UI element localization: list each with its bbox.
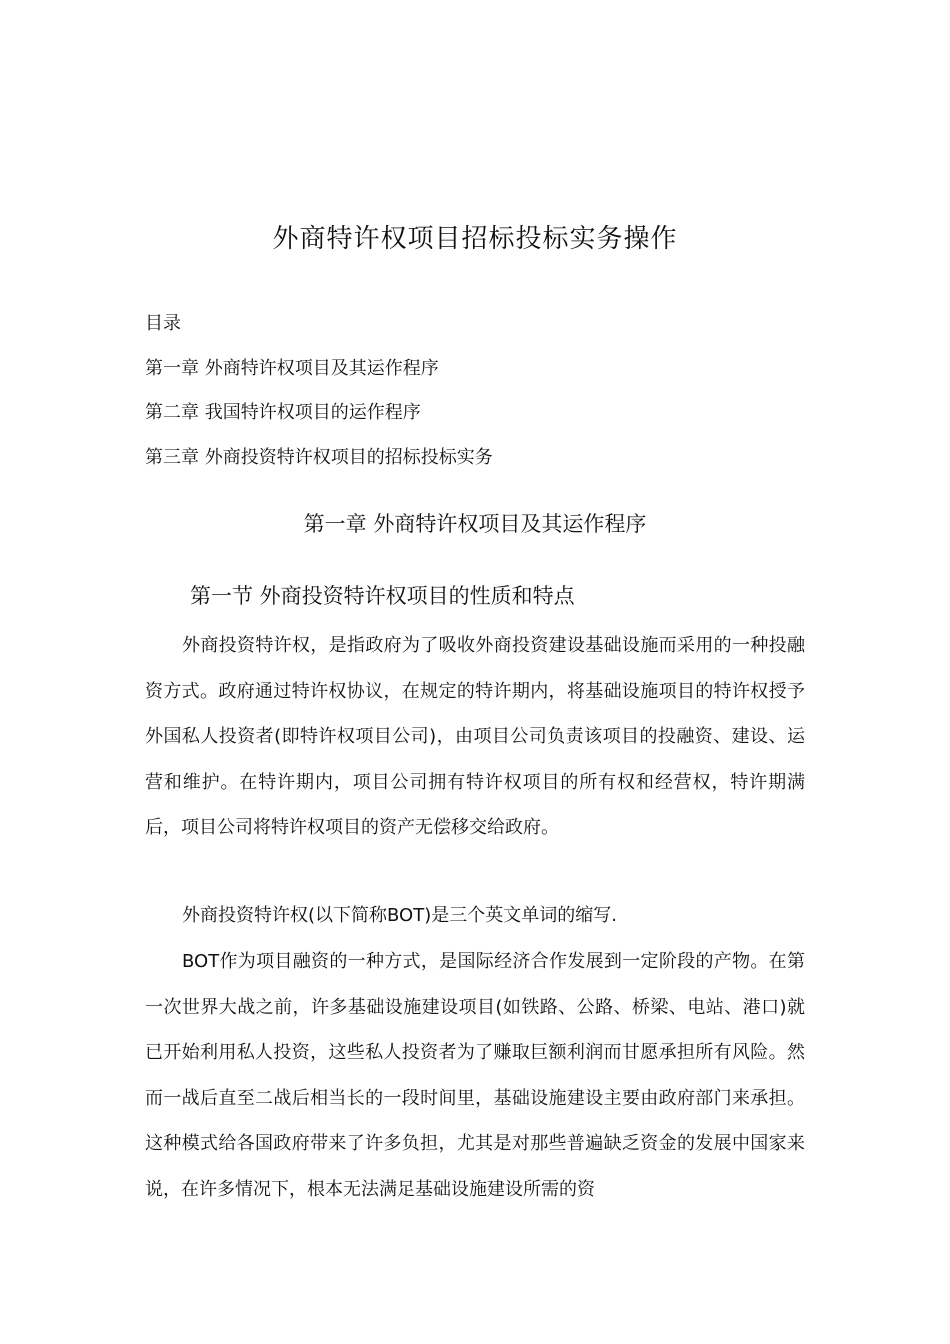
paragraph-definition: 外商投资特许权，是指政府为了吸收外商投资建设基础设施而采用的一种投融资方式。政府通过特许权协议，在规定的特许期内，将基础设施项目的特许权授予外国私人投资者(即特许权项目公司)，由项目公司负责该项目的投融资、建设、运营和维护。在特许期内，项目公司拥有特许权项目的所有权和经营权，特许期满后，项目公司将特许权项目的资产无偿移交给政府。 <box>145 635 805 838</box>
toc-item-chapter-3[interactable]: 第三章 外商投资特许权项目的招标投标实务 <box>145 447 493 468</box>
toc-item-chapter-1[interactable]: 第一章 外商特许权项目及其运作程序 <box>145 358 439 379</box>
paragraph-bot-history: BOT作为项目融资的一种方式，是国际经济合作发展到一定阶段的产物。在第一次世界大战之前，许多基础设施建设项目(如铁路、公路、桥梁、电站、港口)就已开始利用私人投资，这些私人投资者为了赚取巨额利润而甘愿承担所有风险。然而一战后直至二战后相当长的一段时间里，基础设施建设主要由政府部门来承担。这种模式给各国政府带来了许多负担，尤其是对那些普遍缺乏资金的发展中国家来说，在许多情况下，根本无法满足基础设施建设所需的资 <box>145 951 805 1200</box>
section-heading: 第一节 外商投资特许权项目的性质和特点 <box>190 584 575 608</box>
chapter-heading: 第一章 外商特许权项目及其运作程序 <box>303 512 647 536</box>
paragraph-bot-abbreviation: 外商投资特许权(以下简称BOT)是三个英文单词的缩写. <box>182 905 617 926</box>
document-title: 外商特许权项目招标投标实务操作 <box>272 224 678 254</box>
toc-item-chapter-2[interactable]: 第二章 我国特许权项目的运作程序 <box>145 402 421 423</box>
toc-heading: 目录 <box>145 313 181 334</box>
